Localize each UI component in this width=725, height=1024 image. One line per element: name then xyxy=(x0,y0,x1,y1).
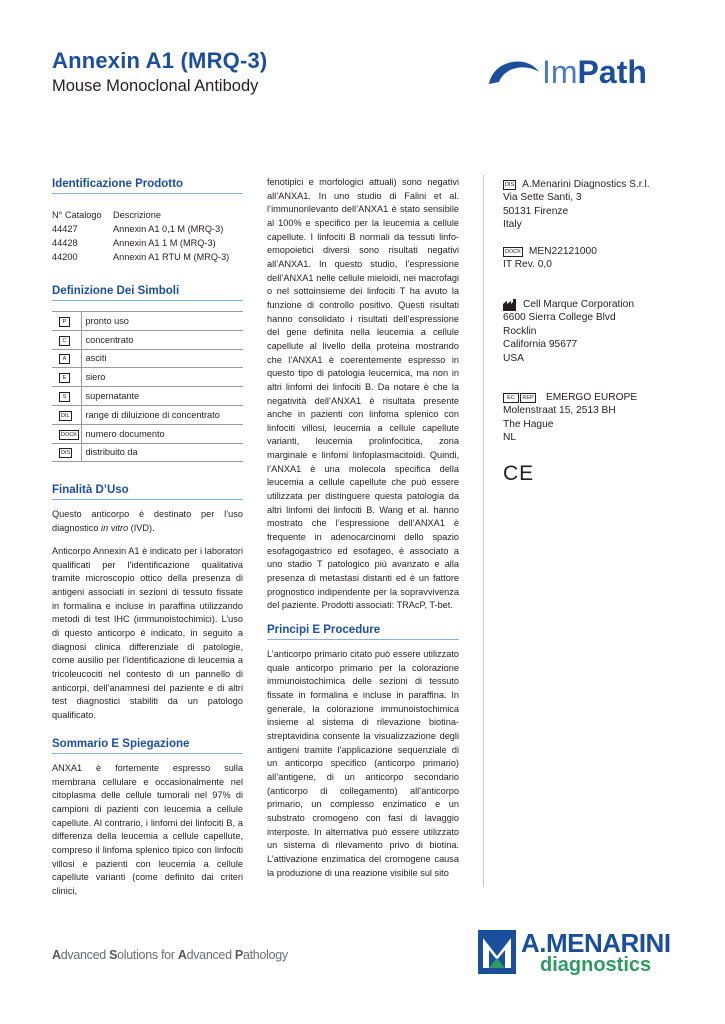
symbol-label: numero documento xyxy=(81,424,243,443)
symbol-box-icon: A xyxy=(59,354,70,364)
catalog-row xyxy=(52,222,229,236)
distributor-address xyxy=(503,178,650,232)
product-title: Annexin A1 (MRQ-3) xyxy=(52,48,268,73)
symbol-cell xyxy=(52,349,81,368)
symbol-box-icon: DIS xyxy=(61,450,71,457)
symbol-row xyxy=(52,330,243,349)
catalog-head-code: N° Catalogo xyxy=(52,210,102,220)
symbols-table xyxy=(52,311,243,462)
manufacturer-line: Rocklin xyxy=(503,325,537,337)
manufacturer-line: 6600 Sierra College Blvd xyxy=(503,312,616,324)
symbol-row xyxy=(52,405,243,424)
sommario-paragraph-continued: fenotipici e morfologici attuali) sono negativi all’ANXA1. In uno studio di Falini et al. l’immunorilevanto dell’ANXA1 è stato sensibile al 100% e specifico per la leucemia a cellule capellute. I linfociti B normali da tessuti linfo-emopoietici diversi sono risultati negativi all’ANXA1. In questo studio, l’espressione dell’ANXA1 nelle cellule mieloidi, nei macrofagi o nel sottoinsieme dei linfociti T ha avuto la funzione di controllo positivo. Questi risultati hanno consolidato i risultati dell’espressione del gene definita nella leucemia a cellule capellute al livello della proteina mostrando che l’ANXA1 è coerentemente espresso in questo tipo di patologia leucemica, ma non in altri linfomi dei linfociti B. Da notare è che la negatività dell’ANXA1 è risultata presente anche in pazienti con linfoma splenico con linfociti villosi, leucemia a cellule capellute varianti, leucemia prolinfocitica, zona marginale e linfomi linfoplasmacitoidi. Quindi, l’ANXA1 è una molecola specifica della leucemia a cellule capellute che può essere utilizzata per distinguere questa patologia da altri linfomi dei linfociti B. Wang et al. hanno mostrato che l’espressione dell’ANXA1 è frequente in adenocarcinomi dello spazio esofagogastrico ed esofageo, è associato a uno stadio T patologico più avanzato e alla presenza di metastasi distanti ed è un fattore prognostico indipendente per la sopravvivenza del paziente. Prodotti associati: TRAcP, T-bet. xyxy=(267,177,459,611)
tag-word: athology xyxy=(242,948,288,962)
catalog-desc: Annexin A1 RTU M (MRQ-3) xyxy=(113,252,230,262)
distributor-line: Italy xyxy=(503,219,522,231)
symbol-cell xyxy=(52,312,81,331)
ec-rep-address xyxy=(503,391,637,445)
section-title-principi: Principi E Procedure xyxy=(267,624,381,636)
symbol-box-icon: E xyxy=(59,373,70,383)
manufacturer-name: Cell Marque Corporation xyxy=(523,299,634,310)
impath-logo xyxy=(542,52,647,92)
tag-word: dvanced xyxy=(186,948,235,962)
document-number xyxy=(503,245,597,272)
ec-rep-line: NL xyxy=(503,432,517,444)
distributor-line xyxy=(503,178,650,191)
catalog-row xyxy=(52,250,229,264)
logo-im: Im xyxy=(542,54,578,90)
manufacturer-address xyxy=(503,298,634,365)
tag-letter: S xyxy=(109,948,118,962)
ec-rep-name: EMERGO EUROPE xyxy=(546,392,638,403)
symbol-box-icon: S xyxy=(59,392,70,402)
manufacturer-line: USA xyxy=(503,352,524,364)
finalita-text-b: (IVD). xyxy=(128,522,155,533)
symbol-box-icon: P xyxy=(59,317,70,327)
finalita-text-a: Questo anticorpo è destinato per l’uso diagnostico xyxy=(52,509,243,533)
ce-mark-icon: CE xyxy=(503,462,535,485)
symbol-cell xyxy=(52,368,81,387)
symbol-row xyxy=(52,387,243,406)
column-divider xyxy=(483,175,484,887)
section-rule xyxy=(52,193,243,194)
symbol-cell xyxy=(52,424,81,443)
manufacturer-line: California 95677 xyxy=(503,339,578,351)
catalog-header-row xyxy=(52,208,229,222)
document-code: MEN22121000 xyxy=(528,246,597,257)
distributor-line: 50131 Firenze xyxy=(503,205,569,217)
product-subtitle: Mouse Monoclonal Antibody xyxy=(52,77,259,95)
symbol-label: asciti xyxy=(81,349,243,368)
section-title-finalita: Finalità D’Uso xyxy=(52,484,129,496)
section-rule xyxy=(267,639,459,640)
symbol-cell xyxy=(52,330,81,349)
symbol-row xyxy=(52,349,243,368)
catalog-code: 44428 xyxy=(52,238,78,248)
symbol-cell xyxy=(52,443,81,462)
catalog-row xyxy=(52,236,229,250)
section-title-simboli: Definizione Dei Simboli xyxy=(52,285,180,297)
symbol-cell xyxy=(52,387,81,406)
catalog-head-desc: Descrizione xyxy=(113,210,161,220)
document-line xyxy=(503,245,597,258)
section-rule xyxy=(52,300,243,301)
symbol-cell xyxy=(52,405,81,424)
tag-word: dvanced xyxy=(60,948,110,962)
finalita-paragraph-2: Anticorpo Annexin A1 è indicato per i laboratori qualificati per l’identificazione qualitativa tramite microscopio ottico della presenza di antigeni associati in sezioni di tessuto fissate in formalina e incluse in paraffina utilizzando metodi di test IHC (immunoistochimici). L’uso di questo anticorpo è indicato, in seguito a diagnosi clinica differenziale di patologie, come ausilio per l’identificazione di leucemia a tricoleucociti nel contesto di un pannello di anticorpi, dell’anamnesi del paziente e di altri test diagnostici stabiliti da un patologo qualificato. xyxy=(52,546,243,720)
symbol-box-icon: DIL xyxy=(61,412,70,419)
symbol-label: range di diluizione di concentrato xyxy=(81,405,243,424)
manufacturer-line xyxy=(503,298,634,311)
ec-symbol-icon: EC xyxy=(503,393,519,403)
tag-letter: A xyxy=(52,948,61,962)
catalog-code: 44200 xyxy=(52,252,78,262)
symbol-row xyxy=(52,443,243,462)
distributor-line: Via Sette Santi, 3 xyxy=(503,192,582,204)
finalita-text-em: in vitro xyxy=(101,522,129,533)
section-rule xyxy=(52,499,243,500)
catalog-desc: Annexin A1 1 M (MRQ-3) xyxy=(113,238,216,248)
finalita-paragraph-1 xyxy=(52,508,243,535)
section-title-identificazione: Identificazione Prodotto xyxy=(52,178,183,190)
section-title-sommario: Sommario E Spiegazione xyxy=(52,738,190,750)
menarini-company-sub: diagnostics xyxy=(540,954,652,976)
ec-rep-line: Molenstraat 15, 2513 BH xyxy=(503,405,616,417)
tag-word: olutions for xyxy=(117,948,178,962)
symbol-row xyxy=(52,424,243,443)
symbol-label: concentrato xyxy=(81,330,243,349)
symbol-label: siero xyxy=(81,368,243,387)
rep-symbol-icon: REP xyxy=(520,393,536,403)
symbol-label: pronto uso xyxy=(81,312,243,331)
ec-rep-line: The Hague xyxy=(503,418,554,430)
sommario-paragraph-1: ANXA1 è fortemente espresso sulla membrana cellulare e occasionalmente nel citoplasma delle cellule tumorali nel 97% di campioni di pazienti con leucemia a cellule capellute. Al contrario, i linfomi dei linfociti B, a differenza della leucemia a cellule capellute, compreso il linfoma splenico tipico con linfociti villosi e pazienti con leucemia a cellule capellute varianti (come definito dai criteri clinici, xyxy=(52,763,243,896)
catalog-table xyxy=(52,208,229,264)
symbol-label: supernatante xyxy=(81,387,243,406)
symbol-box-icon: C xyxy=(59,336,70,346)
footer-tagline xyxy=(52,948,288,962)
principi-paragraph-1: L’anticorpo primario citato può essere utilizzato quale anticorpo primario per la colorazione immunoistochimica delle sezioni di tessuto fissate in formalina e incluse in paraffina. In generale, la colorazione immunoistochimica insieme al sistema di rilevazione biotina-streptavidina consente la visualizzazione degli antigeni tramite l’applicazione sequenziale di un anticorpo specifico (anticorpo primario) all’antigene, di un anticorpo secondario (anticorpo di collegamento) all’anticorpo primario, un complesso enzimatico e un substrato cromogeno con fasi di lavaggio interposte. In alternativa può essere utilizzato un sistema di rilevamento privo di biotina. L’attivazione enzimatica del cromogene causa la produzione di una reazione visibile sul sito xyxy=(267,649,459,878)
menarini-company-name: A.MENARINI xyxy=(521,928,671,958)
distributor-name: A.Menarini Diagnostics S.r.l. xyxy=(522,179,650,190)
symbol-box-icon: DOCK xyxy=(61,431,77,438)
logo-path: Path xyxy=(577,54,647,90)
manufacturer-factory-icon xyxy=(503,299,517,311)
tag-letter: P xyxy=(234,948,243,962)
catalog-code: 44427 xyxy=(52,224,78,234)
symbol-label: distribuito da xyxy=(81,443,243,462)
symbol-row xyxy=(52,368,243,387)
symbol-row xyxy=(52,312,243,331)
catalog-desc: Annexin A1 0,1 M (MRQ-3) xyxy=(113,224,224,234)
document-symbol-icon: DOCK xyxy=(505,248,521,255)
tag-letter: A xyxy=(177,948,187,962)
section-rule xyxy=(52,753,243,754)
ec-rep-line xyxy=(503,391,637,404)
distributor-symbol-icon: DIS xyxy=(505,181,515,188)
document-revision: IT Rev. 0,0 xyxy=(503,259,552,271)
